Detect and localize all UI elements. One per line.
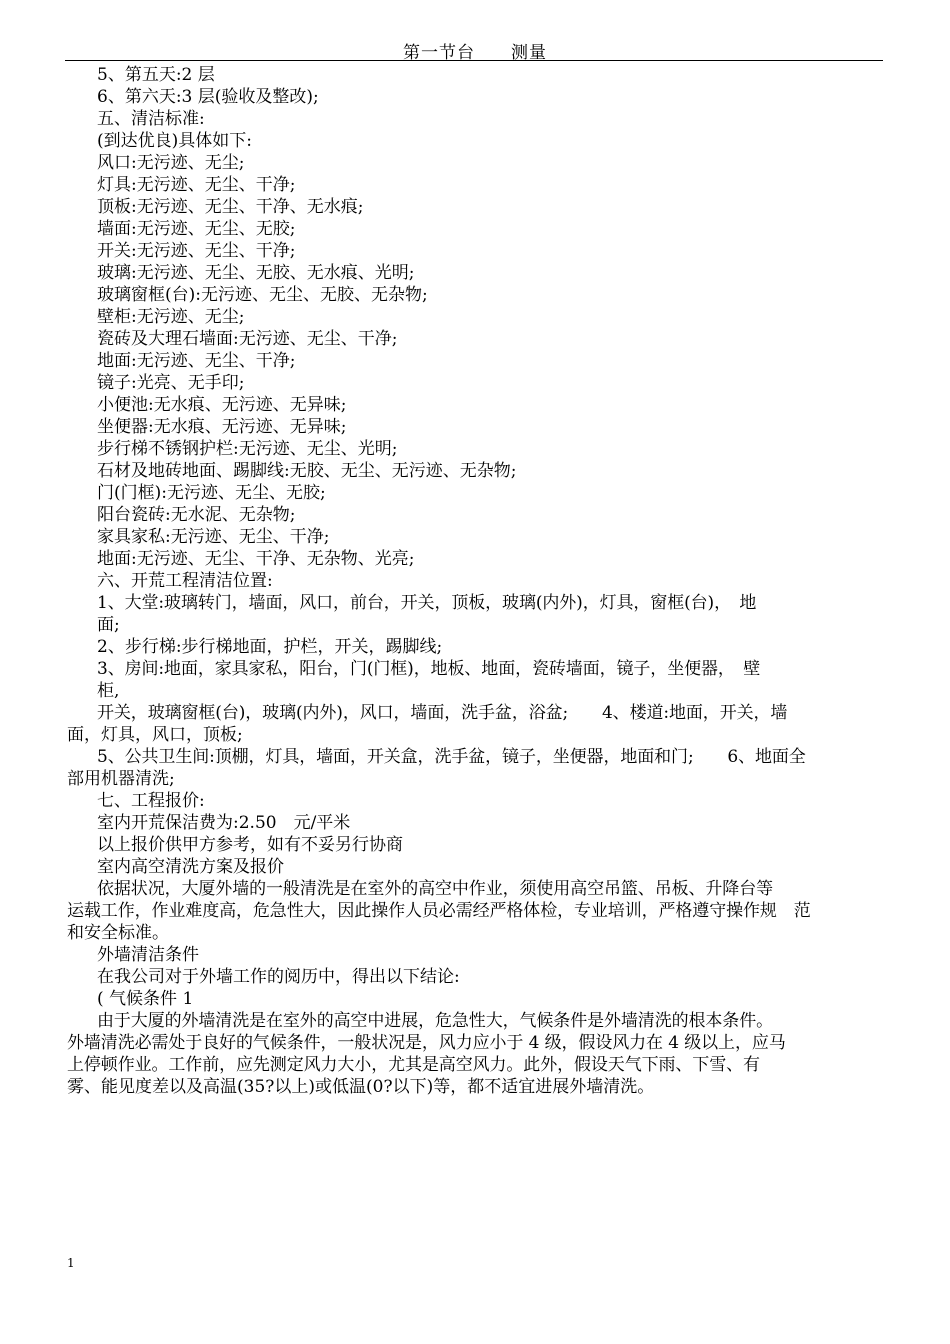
- text-line: 风口:无污迹、无尘;: [97, 153, 245, 173]
- text-line: 和安全标准。: [67, 923, 169, 943]
- text-line: 2、步行梯:步行梯地面，护栏，开关，踢脚线;: [97, 637, 443, 657]
- page-number: 1: [67, 1256, 75, 1270]
- text-line: 以上报价供甲方参考，如有不妥另行协商: [97, 835, 403, 855]
- text-line: 3、房间:地面，家具家私，阳台，门(门框)，地板、地面，瓷砖墙面，镜子，坐便器， 壁: [97, 659, 761, 679]
- text-line: 坐便器:无水痕、无污迹、无异味;: [97, 417, 347, 437]
- text-line: 室内开荒保洁费为:2.50 元/平米: [97, 813, 351, 833]
- text-line: 面;: [97, 615, 120, 635]
- text-line: 阳台瓷砖:无水泥、无杂物;: [97, 505, 296, 525]
- header-left: 第一节台: [403, 43, 475, 63]
- text-line: 5、第五天:2 层: [97, 65, 215, 85]
- text-line: 运载工作，作业难度高，危急性大，因此操作人员必需经严格体检，专业培训，严格遵守操作规 范: [67, 901, 811, 921]
- text-line: 外墙清洁条件: [97, 945, 199, 965]
- text-line: 门(门框):无污迹、无尘、无胶;: [97, 483, 326, 503]
- section-heading: 五、清洁标准:: [97, 109, 205, 129]
- text-line: 开关:无污迹、无尘、干净;: [97, 241, 296, 261]
- text-line: 顶板:无污迹、无尘、干净、无水痕;: [97, 197, 364, 217]
- header-rule: [65, 60, 883, 61]
- text-line: 壁柜:无污迹、无尘;: [97, 307, 245, 327]
- text-line: ( 气候条件 1: [97, 989, 194, 1009]
- text-line: 镜子:光亮、无手印;: [97, 373, 245, 393]
- header-right: 测量: [511, 43, 547, 63]
- text-line: 6、第六天:3 层(验收及整改);: [97, 87, 319, 107]
- text-line: 开关，玻璃窗框(台)，玻璃(内外)，风口，墙面，洗手盆，浴盆; 4、楼道:地面，开关，墙: [97, 703, 788, 723]
- text-line: 玻璃:无污迹、无尘、无胶、无水痕、光明;: [97, 263, 415, 283]
- text-line: 步行梯不锈钢护栏:无污迹、无尘、光明;: [97, 439, 398, 459]
- text-line: (到达优良)具体如下:: [97, 131, 252, 151]
- text-line: 地面:无污迹、无尘、干净、无杂物、光亮;: [97, 549, 415, 569]
- text-line: 部用机器清洗;: [67, 769, 175, 789]
- text-line: 家具家私:无污迹、无尘、干净;: [97, 527, 330, 547]
- text-line: 柜,: [97, 681, 120, 701]
- section-heading: 七、工程报价:: [97, 791, 205, 811]
- text-line: 墙面:无污迹、无尘、无胶;: [97, 219, 296, 239]
- text-line: 依据状况，大厦外墙的一般清洗是在室外的高空中作业，须使用高空吊篮、吊板、升降台等: [97, 879, 773, 899]
- text-line: 由于大厦的外墙清洗是在室外的高空中进展，危急性大，气候条件是外墙清洗的根本条件。: [97, 1011, 773, 1031]
- text-line: 室内高空清洗方案及报价: [97, 857, 284, 877]
- text-line: 在我公司对于外墙工作的阅历中，得出以下结论:: [97, 967, 460, 987]
- document-body: [67, 64, 887, 1098]
- text-line: 小便池:无水痕、无污迹、无异味;: [97, 395, 347, 415]
- text-line: 玻璃窗框(台):无污迹、无尘、无胶、无杂物;: [97, 285, 428, 305]
- text-line: 面，灯具，风口，顶板;: [67, 725, 243, 745]
- text-line: 地面:无污迹、无尘、干净;: [97, 351, 296, 371]
- section-heading: 六、开荒工程清洁位置:: [97, 571, 273, 591]
- text-line: 外墙清洗必需处于良好的气候条件，一般状况是，风力应小于 4 级，假设风力在 4 级以上，应马: [67, 1033, 786, 1053]
- text-line: 瓷砖及大理石墙面:无污迹、无尘、干净;: [97, 329, 398, 349]
- text-line: 1、大堂:玻璃转门，墙面，风口，前台，开关，顶板，玻璃(内外)，灯具，窗框(台)， 地: [97, 593, 757, 613]
- text-line: 石材及地砖地面、踢脚线:无胶、无尘、无污迹、无杂物;: [97, 461, 517, 481]
- text-line: 上停顿作业。工作前，应先测定风力大小，尤其是高空风力。此外，假设天气下雨、下雪、有: [67, 1055, 760, 1075]
- text-line: 雾、能见度差以及高温(35?以上)或低温(0?以下)等，都不适宜进展外墙清洗。: [67, 1077, 655, 1097]
- text-line: 5、公共卫生间:顶棚，灯具，墙面，开关盒，洗手盆，镜子，坐便器，地面和门; 6、地面全: [97, 747, 806, 767]
- text-line: 灯具:无污迹、无尘、干净;: [97, 175, 296, 195]
